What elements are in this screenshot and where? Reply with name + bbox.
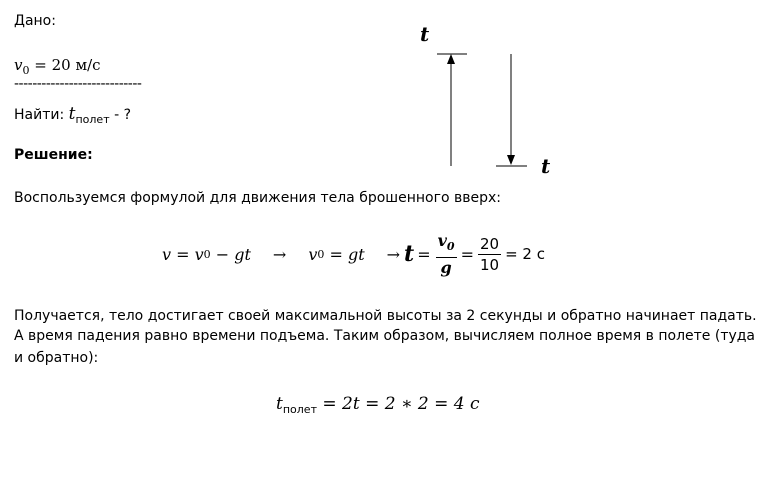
eq3-equals-2: = — [460, 244, 474, 264]
eq2-gt: gt — [347, 244, 365, 264]
eq2-v0: v — [308, 244, 318, 264]
v0-subscript: 0 — [22, 64, 30, 77]
eq-equals: = — [171, 244, 195, 264]
paragraph-line-1: Получается, тело достигает своей максимальной высоты за 2 секунды и обратно начинает падать. — [14, 308, 757, 324]
eq3-t: t — [404, 241, 415, 267]
find-subscript: полет — [75, 113, 110, 126]
find-symbol: t — [68, 104, 76, 124]
frac2-num: 20 — [479, 234, 500, 253]
up-arrow-head — [447, 54, 455, 64]
paragraph-line-2: А время падения равно времени подъема. Таким образом, вычисляем полное время в полете (туда — [14, 328, 756, 344]
separator-line: ---------------------------- — [14, 76, 142, 92]
paragraph-line-3: и обратно): — [14, 350, 99, 366]
diagram-label-up: t — [420, 22, 430, 46]
eq2-equals: = — [324, 244, 348, 264]
final-t: t — [276, 394, 283, 414]
frac1-num-sub: 0 — [446, 239, 455, 253]
eq2-v0-sub: 0 — [317, 247, 325, 261]
diagram-label-down: t — [541, 154, 551, 178]
solution-heading: Решение: — [14, 147, 93, 163]
v0-symbol: v — [14, 56, 23, 74]
frac2-den: 10 — [479, 255, 500, 274]
final-subscript: полет — [282, 403, 317, 416]
arrow-1: → — [272, 244, 287, 264]
eq-v0: v — [194, 244, 204, 264]
given-heading: Дано: — [14, 13, 56, 29]
find-prefix: Найти: — [14, 107, 69, 123]
final-rest: = 2t = 2 ∗ 2 = 4 c — [316, 394, 480, 414]
eq-v0-sub: 0 — [203, 247, 211, 261]
eq-v: v — [162, 244, 172, 264]
eq3-equals: = — [417, 244, 431, 264]
v0-value: = 20 м/с — [29, 56, 101, 74]
eq-gt: gt — [234, 244, 251, 264]
down-arrow-head — [507, 155, 515, 165]
find-suffix: - ? — [109, 107, 132, 123]
frac1-den: g — [440, 257, 452, 277]
eq-minus: − — [210, 244, 235, 264]
frac1-num: v — [437, 230, 447, 250]
arrow-2: → — [386, 244, 401, 264]
solution-intro: Воспользуемся формулой для движения тела брошенного вверх: — [14, 190, 501, 206]
eq3-result: = 2 с — [505, 245, 545, 263]
